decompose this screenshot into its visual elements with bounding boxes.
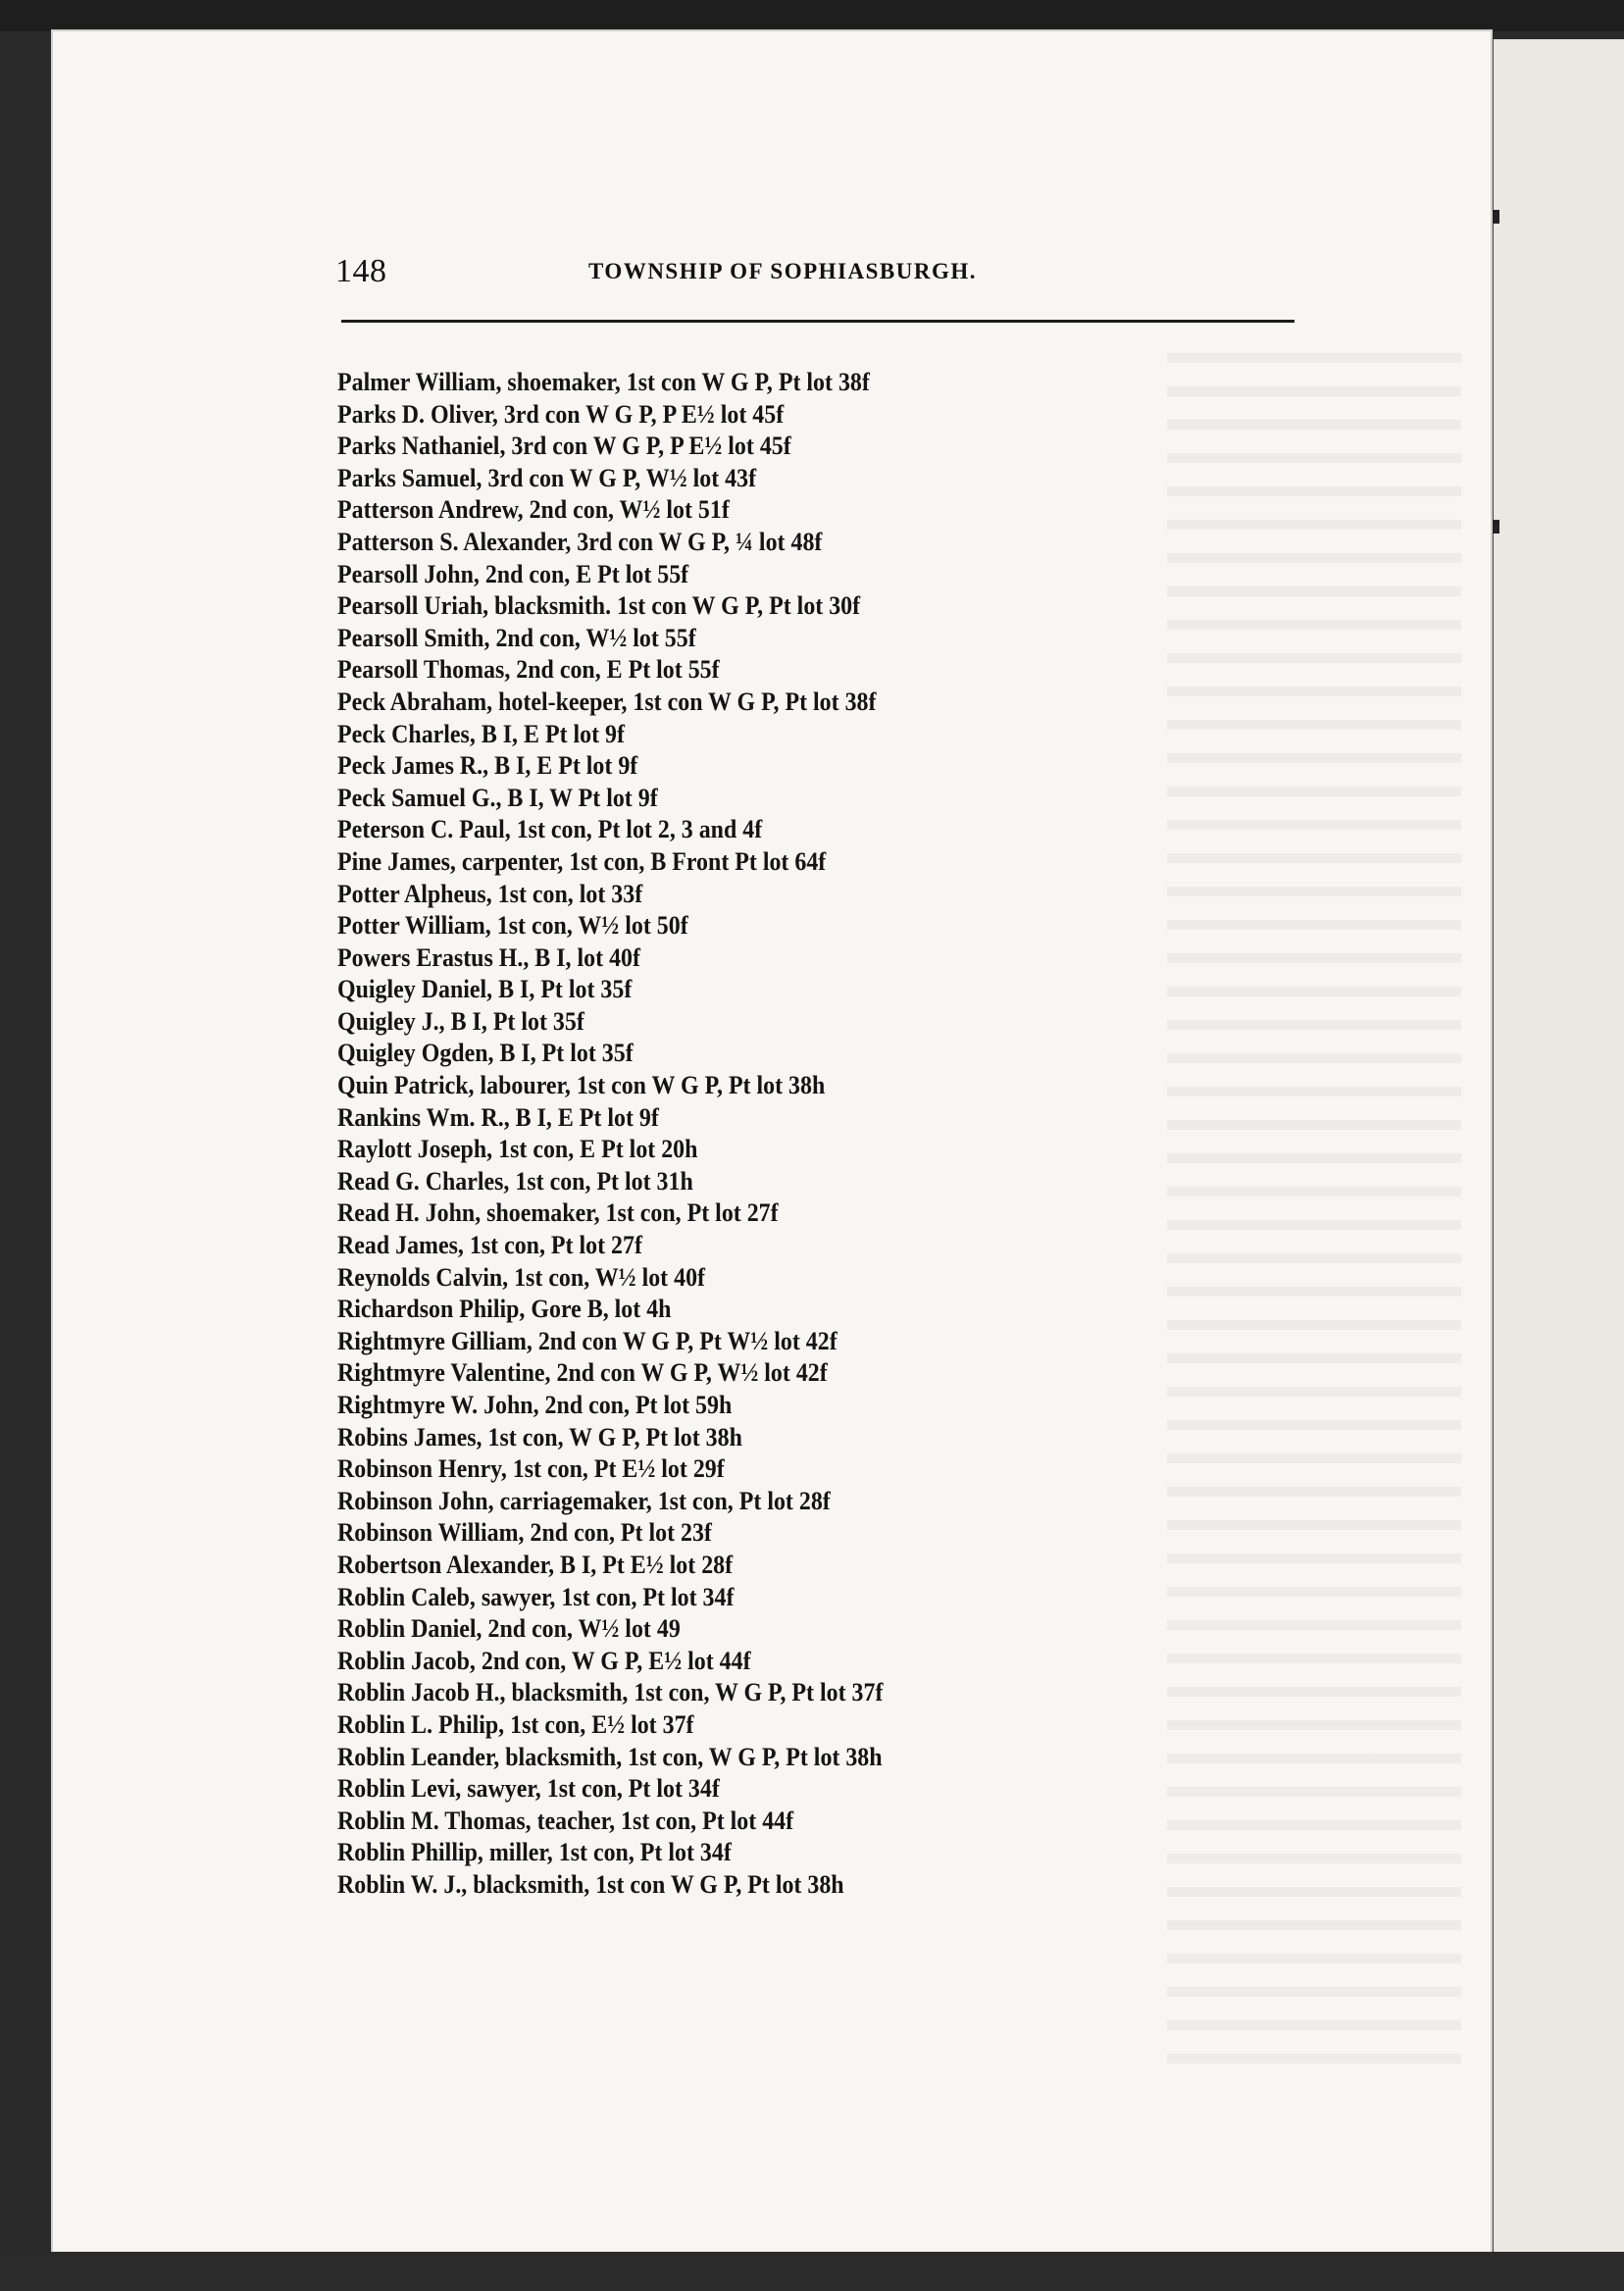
directory-entry: Roblin Jacob, 2nd con, W G P, E½ lot 44f <box>337 1646 751 1675</box>
directory-entry: Pearsoll Smith, 2nd con, W½ lot 55f <box>337 623 696 652</box>
show-through-text <box>1167 353 1461 2079</box>
directory-entry: Raylott Joseph, 1st con, E Pt lot 20h <box>337 1135 698 1164</box>
running-title: TOWNSHIP OF SOPHIASBURGH. <box>588 259 977 283</box>
directory-entry: Roblin L. Philip, 1st con, E½ lot 37f <box>337 1709 694 1739</box>
directory-entry: Rightmyre Gilliam, 2nd con W G P, Pt W½ lot 42f <box>337 1326 837 1355</box>
directory-entry: Rightmyre Valentine, 2nd con W G P, W½ lot 42f <box>337 1358 828 1388</box>
directory-entry: Peck Samuel G., B I, W Pt lot 9f <box>337 783 658 812</box>
scan-bottom-edge <box>0 2252 1624 2291</box>
directory-entry: Palmer William, shoemaker, 1st con W G P, Pt lot 38f <box>337 368 870 396</box>
directory-entry: Roblin W. J., blacksmith, 1st con W G P, Pt lot 38h <box>337 1869 844 1899</box>
directory-entry: Read G. Charles, 1st con, Pt lot 31h <box>337 1166 693 1196</box>
directory-entry: Pearsoll Thomas, 2nd con, E Pt lot 55f <box>337 655 720 685</box>
directory-entry: Robinson Henry, 1st con, Pt E½ lot 29f <box>337 1454 725 1484</box>
directory-entry: Quin Patrick, labourer, 1st con W G P, Pt lot 38h <box>337 1071 826 1100</box>
directory-entry: Robins James, 1st con, W G P, Pt lot 38h <box>337 1422 742 1451</box>
directory-entry: Robertson Alexander, B I, Pt E½ lot 28f <box>337 1550 734 1579</box>
page-number: 148 <box>335 253 387 289</box>
directory-entry: Roblin Daniel, 2nd con, W½ lot 49 <box>337 1614 681 1644</box>
directory-entry: Peterson C. Paul, 1st con, Pt lot 2, 3 and 4f <box>337 815 763 844</box>
directory-entry: Robinson John, carriagemaker, 1st con, Pt lot 28f <box>337 1486 831 1515</box>
directory-entry: Potter Alpheus, 1st con, lot 33f <box>337 879 643 908</box>
directory-entry: Roblin Jacob H., blacksmith, 1st con, W G P, Pt lot 37f <box>337 1678 884 1707</box>
directory-entry: Roblin M. Thomas, teacher, 1st con, Pt lot 44f <box>337 1806 794 1835</box>
directory-entry: Potter William, 1st con, W½ lot 50f <box>337 911 688 941</box>
directory-entry: Peck James R., B I, E Pt lot 9f <box>337 751 638 781</box>
directory-entry: Patterson Andrew, 2nd con, W½ lot 51f <box>337 495 730 525</box>
directory-entry: Quigley Daniel, B I, Pt lot 35f <box>337 975 633 1004</box>
directory-entry: Roblin Phillip, miller, 1st con, Pt lot 34f <box>337 1838 732 1867</box>
directory-entry: Rankins Wm. R., B I, E Pt lot 9f <box>337 1102 659 1132</box>
directory-entry: Read H. John, shoemaker, 1st con, Pt lot 27f <box>337 1198 779 1228</box>
directory-entry: Pearsoll Uriah, blacksmith. 1st con W G P, Pt lot 30f <box>337 591 861 621</box>
header-rule <box>341 320 1294 323</box>
directory-entry: Roblin Leander, blacksmith, 1st con, W G P, Pt lot 38h <box>337 1742 883 1771</box>
directory-entry: Richardson Philip, Gore B, lot 4h <box>337 1295 672 1324</box>
directory-entry: Reynolds Calvin, 1st con, W½ lot 40f <box>337 1262 706 1292</box>
directory-entry: Parks Nathaniel, 3rd con W G P, P E½ lot 45f <box>337 432 791 461</box>
directory-entry: Peck Abraham, hotel-keeper, 1st con W G P, Pt lot 38f <box>337 687 877 716</box>
directory-entry: Robinson William, 2nd con, Pt lot 23f <box>337 1518 712 1548</box>
directory-entry: Pine James, carpenter, 1st con, B Front Pt lot 64f <box>337 846 827 876</box>
directory-entry: Patterson S. Alexander, 3rd con W G P, ¼ lot 48f <box>337 527 823 556</box>
directory-entry: Quigley Ogden, B I, Pt lot 35f <box>337 1039 634 1068</box>
directory-entry: Parks D. Oliver, 3rd con W G P, P E½ lot 45f <box>337 399 785 429</box>
directory-entry: Pearsoll John, 2nd con, E Pt lot 55f <box>337 559 689 588</box>
directory-entry: Roblin Caleb, sawyer, 1st con, Pt lot 34f <box>337 1582 735 1611</box>
directory-entry: Roblin Levi, sawyer, 1st con, Pt lot 34f <box>337 1774 720 1804</box>
directory-list <box>337 367 1181 1902</box>
directory-entry: Read James, 1st con, Pt lot 27f <box>337 1231 642 1260</box>
directory-entry: Powers Erastus H., B I, lot 40f <box>337 942 640 972</box>
scan-top-edge <box>0 0 1624 31</box>
facing-page-edge <box>1491 39 1624 2256</box>
directory-entry: Quigley J., B I, Pt lot 35f <box>337 1006 584 1036</box>
directory-entry: Rightmyre W. John, 2nd con, Pt lot 59h <box>337 1391 733 1419</box>
directory-entry: Parks Samuel, 3rd con W G P, W½ lot 43f <box>337 463 757 492</box>
directory-entry: Peck Charles, B I, E Pt lot 9f <box>337 719 625 748</box>
page-header <box>335 253 1296 302</box>
